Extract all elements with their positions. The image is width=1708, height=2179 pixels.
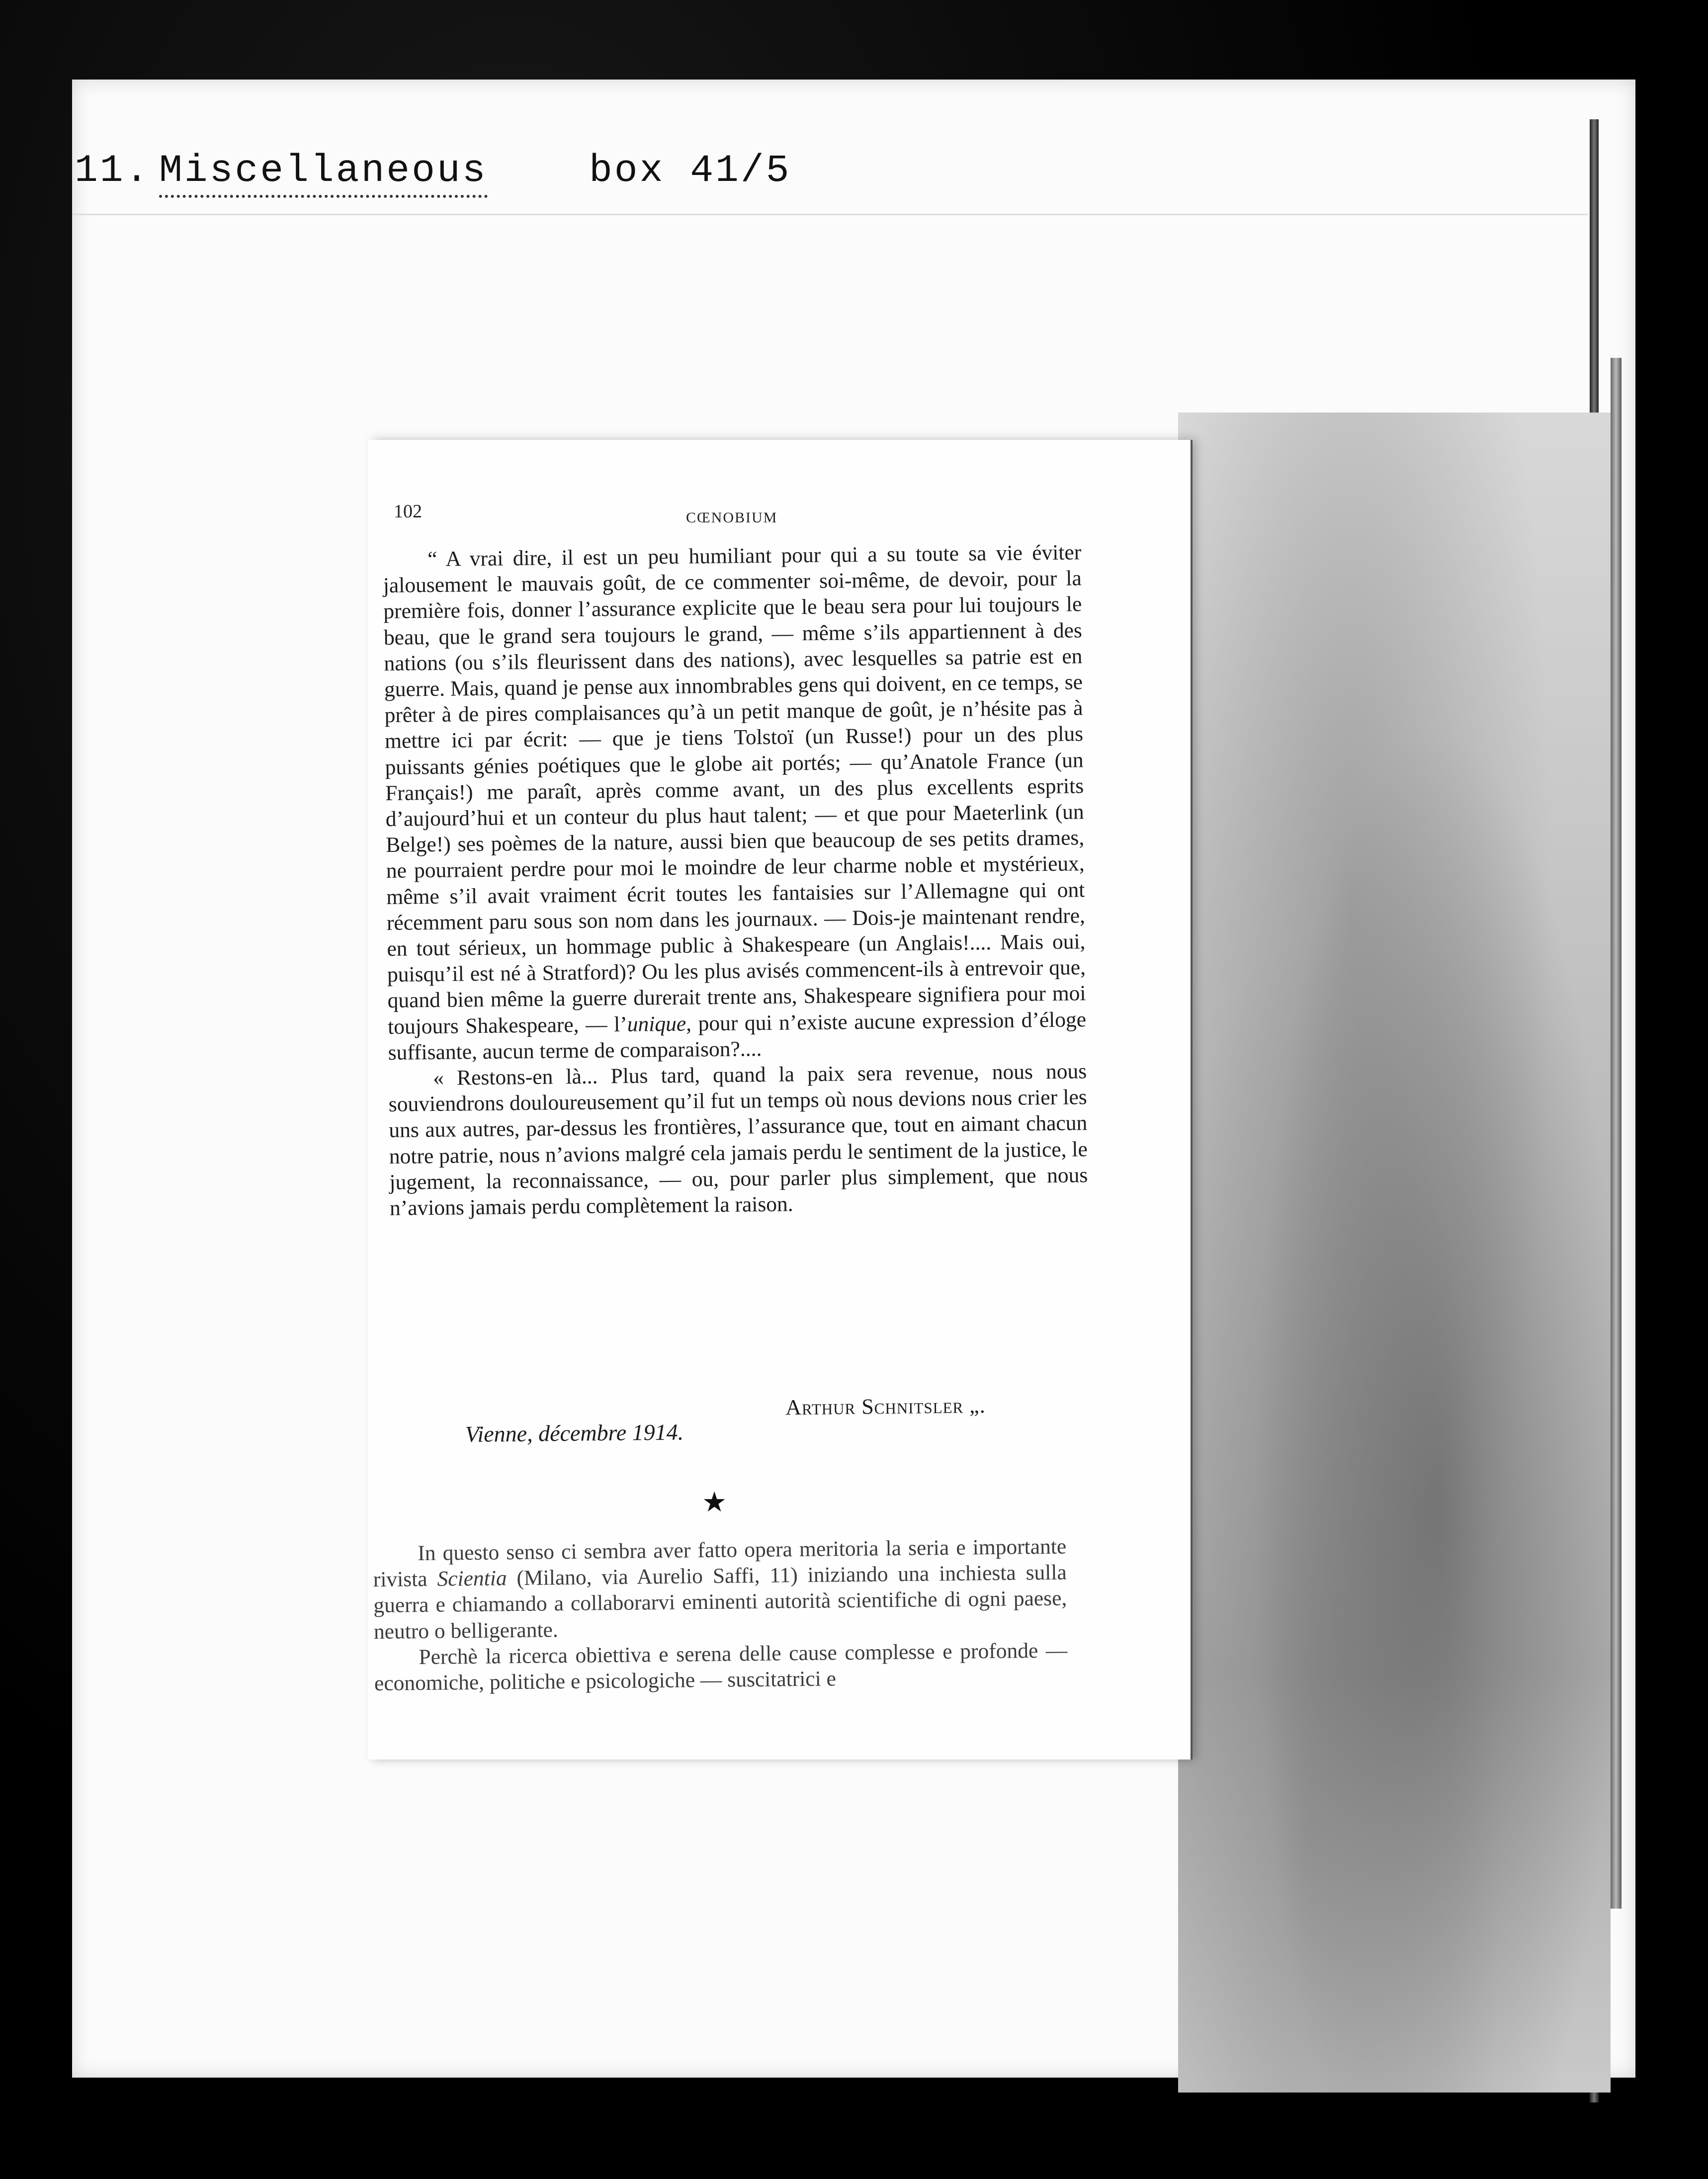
author-signature: Arthur Schnitsler „. xyxy=(785,1393,986,1420)
letter-paragraph-1-text: “ A vrai dire, il est un peu humiliant pour qui a su toute sa vie éviter jalousement le mauvais goût, de ce commenter soi-même, de devoir, pour la première fois, donner l’assurance explicite que le beau sera pour lui toujours le beau, que le grand sera toujours le grand, — même s’ils appartiennent à des nations (ou s’ils fleurissent dans des nations), avec lesquelles sa patrie est en guerre. Mais, quand je pense aux innombrables gens qui doivent, en ce temps, se prêter à de pires complaisances qu’à un petit manque de goût, je n’hésite pas à mettre ici par écrit: — que je tiens Tolstoï (un Russe!) pour un des plus puissants génies poétiques que le globe ait portés; — qu’Anatole France (un Français!) me paraît, après comme avant, un des plus excellents esprits d’aujourd’hui et un conteur du plus haut talent; — et que pour Maeterlink (un Belge!) ses poèmes de la nature, aussi bien que beaucoup de ses petits drames, ne pourraient perdre pour moi le moindre de leur charme noble et mystérieux, même s’il avait vraiment écrit toutes les fantaisies sur l’Allemagne qui ont récemment paru sous son nom dans les journaux. — Dois-je maintenant rendre, en tout sérieux, un hommage public à Shakespeare (un Anglais!.... Mais oui, puisqu’il est né à Stratford)? Ou les plus avisés commencent-ils à entrevoir que, quand bien même la guerre durerait trente ans, Shakespeare signifiera pour moi toujours Shakespeare, — l’ xyxy=(383,540,1086,1039)
journal-clipping xyxy=(368,440,1191,1760)
italian-paragraph-1 xyxy=(373,1533,1067,1644)
place-date: Vienne, décembre 1914. xyxy=(465,1419,684,1447)
italian-commentary xyxy=(373,1533,1068,1696)
letter-body xyxy=(383,539,1088,1221)
section-separator-star: ★ xyxy=(702,1487,727,1518)
italian-paragraph-2: Perchè la ricerca obiettiva e serena delle cause complesse e profonde — economiche, politiche e psicologiche — suscitatrici e xyxy=(374,1638,1068,1695)
label-title: Miscellaneous xyxy=(159,149,488,198)
italian-paragraph-1-a: In questo senso ci sembra aver fatto opera meritoria la seria e importante rivista xyxy=(373,1534,1067,1592)
letter-paragraph-2: « Restons-en là... Plus tard, quand la paix sera revenue, nous nous souviendrons douloureusement qu’il fut un temps où nous devions nous crier les uns aux autres, par-dessus les frontières, l’assurance que, tout en aimant chacun notre patrie, nous n’avions malgré cela jamais perdu le sentiment de la justice, le jugement, la reconnaissance, — ou, pour parler plus simplement, que nous n’avions jamais perdu complètement la raison. xyxy=(388,1059,1088,1221)
italian-paragraph-1-b: (Milano, via Aurelio Saffi, 11) iniziando una inchiesta sulla guerra e chiamando a collaborarvi eminenti autorità scientifiche di ogni paese, neutro o belligerante. xyxy=(373,1560,1067,1644)
backing-edge xyxy=(1611,358,1622,1909)
letter-paragraph-1-end: , pour qui n’existe aucune expression d’éloge suffisante, aucun terme de comparaison?.... xyxy=(388,1007,1087,1065)
page-number: 102 xyxy=(394,501,422,522)
emphasis-unique: unique xyxy=(627,1011,686,1036)
letter-paragraph-1 xyxy=(383,539,1087,1066)
signature-block xyxy=(368,1392,1074,1464)
running-head: CŒNOBIUM xyxy=(686,509,778,526)
label-number: 11. xyxy=(75,149,151,193)
label-box-number: box 41/5 xyxy=(589,149,791,193)
journal-title: Scientia xyxy=(437,1566,507,1591)
grey-backing-sheet xyxy=(1178,413,1611,2093)
